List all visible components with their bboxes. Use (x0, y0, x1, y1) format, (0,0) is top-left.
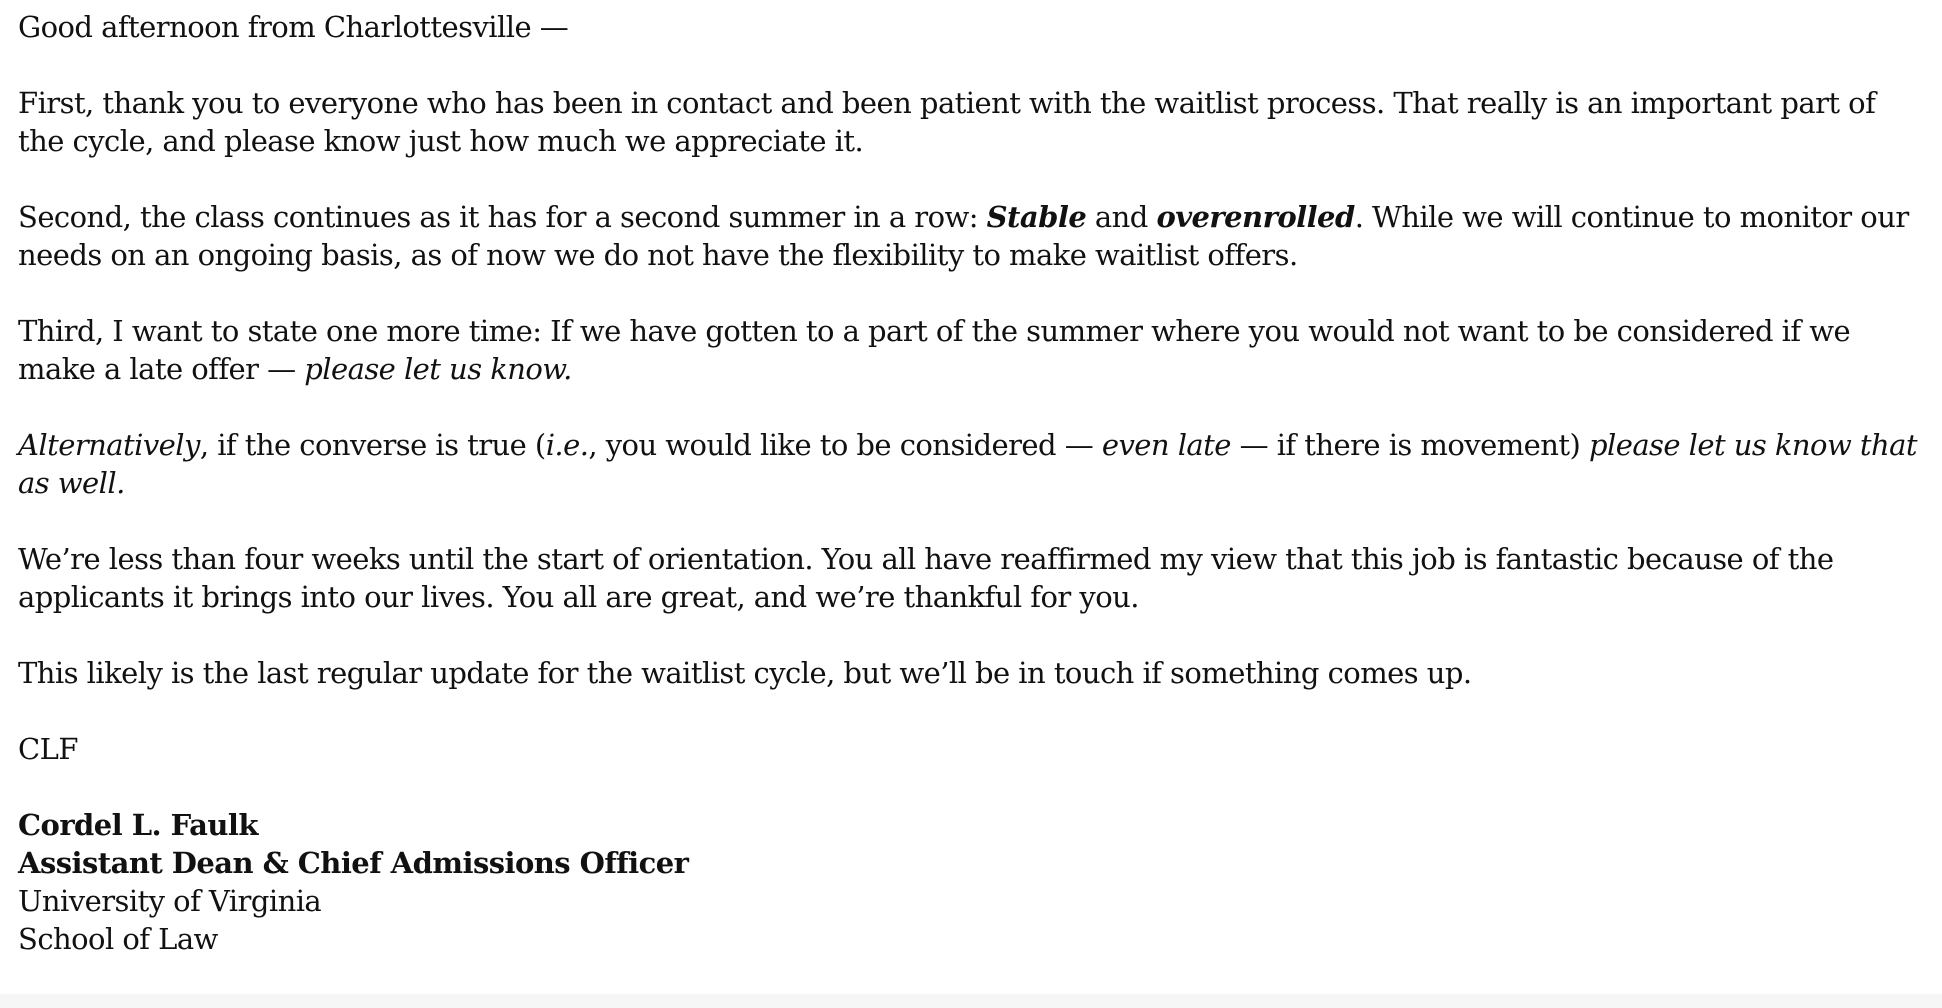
let-us-know-as-well-emphasis: please let us know that as well. (18, 428, 1917, 500)
alternatively-emphasis: Alternatively (18, 428, 200, 462)
greeting: Good afternoon from Charlottesville — (18, 10, 569, 44)
paragraph-alternatively-text-c: — if there is movement) (1230, 428, 1589, 462)
paragraph-alternatively (18, 426, 1918, 502)
initials: CLF (18, 732, 78, 766)
signature-name: Cordel L. Faulk (18, 808, 258, 842)
overenrolled-emphasis: overenrolled (1156, 200, 1355, 234)
paragraph-class-status (18, 198, 1918, 274)
stable-emphasis: Stable (986, 200, 1087, 234)
paragraph-alternatively-text-a: , if the converse is true ( (199, 428, 546, 462)
email-body (18, 8, 1918, 958)
paragraph-orientation: We’re less than four weeks until the start of orientation. You all have reaffirmed my view that this job is fantastic because of the applicants it brings into our lives. You all are great, and we’re thankful for you. (18, 542, 1834, 614)
paragraph-last-update: This likely is the last regular update for the waitlist cycle, but we’ll be in touch if something comes up. (18, 656, 1472, 690)
signature-org-school: School of Law (18, 922, 218, 956)
paragraph-late-offer (18, 312, 1918, 388)
paragraph-class-status-text-a: Second, the class continues as it has for a second summer in a row: (18, 200, 987, 234)
signature-org-university: University of Virginia (18, 884, 322, 918)
paragraph-class-status-and: and (1086, 200, 1157, 234)
signature-block (18, 806, 1918, 958)
even-late-emphasis: even late (1101, 428, 1231, 462)
footer-bar (0, 994, 1942, 1008)
signature-title: Assistant Dean & Chief Admissions Officer (18, 846, 689, 880)
ie-emphasis: i.e. (545, 428, 589, 462)
paragraph-alternatively-text-b: , you would like to be considered — (588, 428, 1102, 462)
paragraph-thanks: First, thank you to everyone who has been in contact and been patient with the waitlist process. That really is an important part of the cycle, and please know just how much we appreciate it. (18, 86, 1876, 158)
please-let-us-know-emphasis: please let us know. (304, 352, 572, 386)
paragraph-class-status-text-b: . While we will continue to monitor our needs on an ongoing basis, as of now we do not have the flexibility to make waitlist offers. (18, 200, 1909, 272)
paragraph-late-offer-text: Third, I want to state one more time: If we have gotten to a part of the summer where you would not want to be considered if we make a late offer — (18, 314, 1851, 386)
